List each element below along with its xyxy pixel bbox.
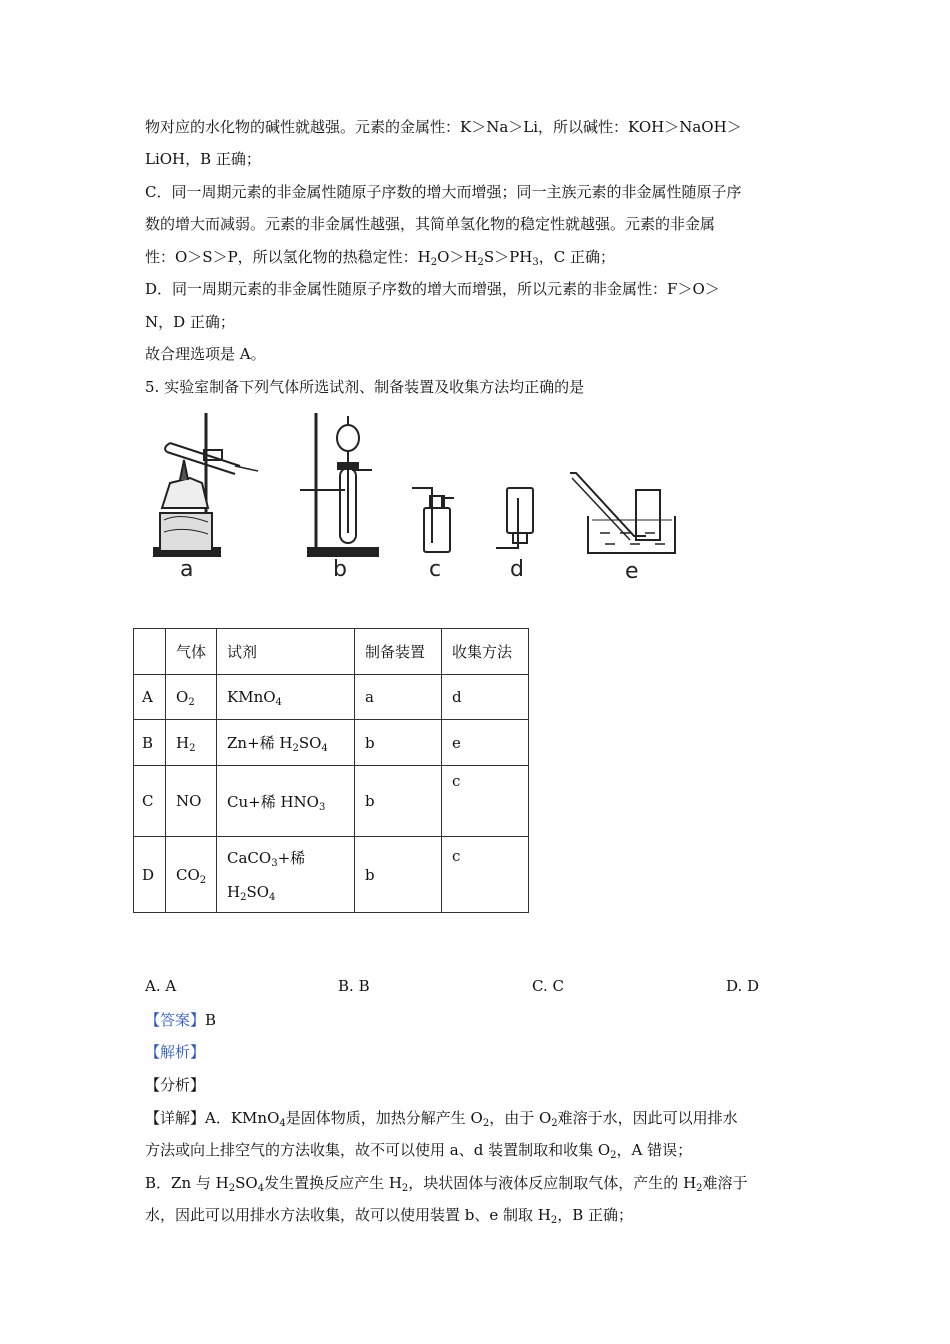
table-header-cell: 制备装置 — [355, 629, 442, 675]
apparatus-e — [570, 473, 675, 553]
detail-b-line2: 水，因此可以用排水方法收集，故可以使用装置 b、e 制取 $H_2$，B 正确； — [145, 1206, 634, 1226]
row-device: b — [355, 720, 442, 766]
row-device: a — [355, 675, 442, 720]
apparatus-b — [300, 413, 378, 556]
row-collect: d — [442, 675, 529, 720]
row-device: b — [355, 766, 442, 837]
option-d[interactable]: D. D — [726, 977, 760, 995]
row-gas: $CO_2$ — [166, 837, 217, 913]
option-b[interactable]: B. B — [338, 977, 370, 995]
options-table — [133, 628, 529, 913]
label-a: a — [180, 557, 194, 582]
table-header-cell: 试剂 — [217, 629, 355, 675]
row-option: A — [134, 675, 166, 720]
answer-line — [145, 1010, 216, 1030]
row-reagent: Zn+稀 $H_2SO_4$ — [217, 720, 355, 766]
answer-value: B — [205, 1011, 217, 1029]
prev-d-line2: N，D 正确； — [145, 313, 235, 331]
answer-tag: 【答案】 — [145, 1011, 206, 1029]
row-device: b — [355, 837, 442, 913]
apparatus-d — [496, 488, 533, 548]
apparatus-figure — [140, 408, 700, 588]
table-header-cell — [134, 629, 166, 675]
row-option: C — [134, 766, 166, 837]
row-reagent: Cu+稀 $HNO_3$ — [217, 766, 355, 837]
prev-d-line1: D．同一周期元素的非金属性随原子序数的增大而增强，所以元素的非金属性：F＞O＞ — [145, 280, 720, 298]
prev-c-line3: 性：O＞S＞P，所以氢化物的热稳定性：$H_2O>H_2S>PH_3$，C 正确； — [145, 248, 615, 268]
table-header-row — [134, 629, 529, 675]
apparatus-a — [154, 413, 258, 556]
table-header-cell: 气体 — [166, 629, 217, 675]
question-stem: 5. 实验室制备下列气体所选试剂、制备装置及收集方法均正确的是 — [145, 378, 585, 396]
label-d: d — [510, 557, 524, 582]
table-row — [134, 837, 529, 913]
row-gas: $H_2$ — [166, 720, 217, 766]
row-collect: c — [442, 837, 529, 913]
label-c: c — [429, 557, 442, 582]
row-option: D — [134, 837, 166, 913]
fenxi-tag: 【分析】 — [145, 1076, 206, 1094]
table-row — [134, 720, 529, 766]
apparatus-c — [412, 488, 454, 552]
row-gas: $O_2$ — [166, 675, 217, 720]
row-reagent: CaCO$_3$+稀 $H_2SO_4$ — [217, 837, 355, 913]
row-collect: e — [442, 720, 529, 766]
table-header-cell: 收集方法 — [442, 629, 529, 675]
row-option: B — [134, 720, 166, 766]
prev-b-line1: 物对应的水化物的碱性就越强。元素的金属性：K＞Na＞Li，所以碱性：KOH＞NaOH＞ — [145, 118, 742, 136]
row-gas: NO — [166, 766, 217, 837]
prev-b-line2: LiOH，B 正确； — [145, 150, 261, 168]
label-e: e — [625, 559, 639, 584]
table-row — [134, 675, 529, 720]
table-row — [134, 766, 529, 837]
detail-a-line2: 方法或向上排空气的方法收集，故不可以使用 a、d 装置制取和收集 $O_2$，A 错误； — [145, 1141, 693, 1161]
detail-b-line1: B．Zn 与 $H_2SO_4$发生置换反应产生 $H_2$，块状固体与液体反应制取气体，产生的 $H_2$难溶于 — [145, 1174, 748, 1194]
analysis-tag: 【解析】 — [145, 1043, 206, 1061]
detail-a-line1: 【详解】A．KMnO$_4$是固体物质，加热分解产生 $O_2$，由于 $O_2$难溶于水，因此可以用排水 — [145, 1109, 738, 1129]
row-collect: c — [442, 766, 529, 837]
label-b: b — [333, 557, 347, 582]
option-c[interactable]: C. C — [532, 977, 564, 995]
prev-conclusion: 故合理选项是 A。 — [145, 345, 266, 363]
option-a[interactable]: A. A — [145, 977, 177, 995]
row-reagent: KMnO$_4$ — [217, 675, 355, 720]
prev-c-line2: 数的增大而减弱。元素的非金属性越强，其简单氢化物的稳定性就越强。元素的非金属 — [145, 215, 716, 233]
prev-c-line1: C．同一周期元素的非金属性随原子序数的增大而增强；同一主族元素的非金属性随原子序 — [145, 183, 742, 201]
